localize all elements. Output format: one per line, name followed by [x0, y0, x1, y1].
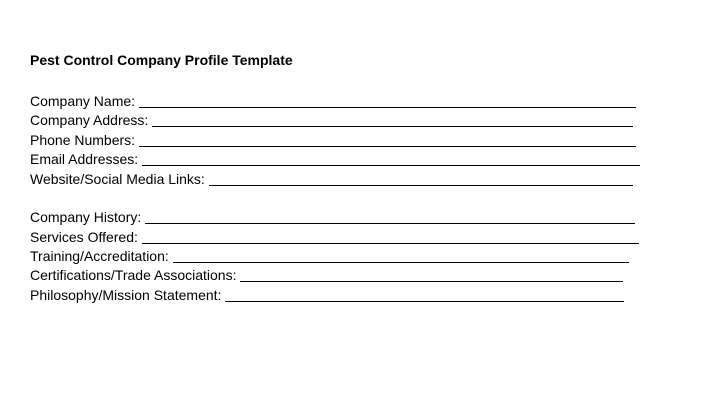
email-addresses-field[interactable] — [30, 149, 640, 167]
company-address-field[interactable] — [30, 110, 633, 128]
fill-in-line[interactable] — [142, 152, 640, 166]
fill-in-line[interactable] — [173, 249, 629, 263]
field-label: Company Name: — [30, 93, 136, 109]
field-label: Company Address: — [30, 112, 149, 128]
certifications-associations-field[interactable] — [30, 265, 623, 283]
fill-in-line[interactable] — [145, 210, 635, 224]
field-label: Services Offered: — [30, 229, 138, 245]
philosophy-mission-field[interactable] — [30, 285, 624, 303]
website-social-links-field[interactable] — [30, 169, 633, 187]
field-label: Philosophy/Mission Statement: — [30, 287, 222, 303]
field-label: Certifications/Trade Associations: — [30, 267, 237, 283]
document-title: Pest Control Company Profile Template — [30, 52, 293, 68]
training-accreditation-field[interactable] — [30, 246, 629, 264]
field-label: Email Addresses: — [30, 151, 139, 167]
field-label: Website/Social Media Links: — [30, 171, 205, 187]
fill-in-line[interactable] — [209, 172, 633, 186]
services-offered-field[interactable] — [30, 227, 639, 245]
fill-in-line[interactable] — [139, 133, 636, 147]
field-label: Company History: — [30, 209, 142, 225]
fill-in-line[interactable] — [139, 94, 636, 108]
phone-numbers-field[interactable] — [30, 130, 636, 148]
fill-in-line[interactable] — [225, 288, 624, 302]
field-label: Training/Accreditation: — [30, 248, 169, 264]
fill-in-line[interactable] — [152, 113, 633, 127]
field-label: Phone Numbers: — [30, 132, 136, 148]
fill-in-line[interactable] — [142, 230, 639, 244]
company-history-field[interactable] — [30, 207, 635, 225]
company-name-field[interactable] — [30, 91, 636, 109]
fill-in-line[interactable] — [240, 268, 623, 282]
